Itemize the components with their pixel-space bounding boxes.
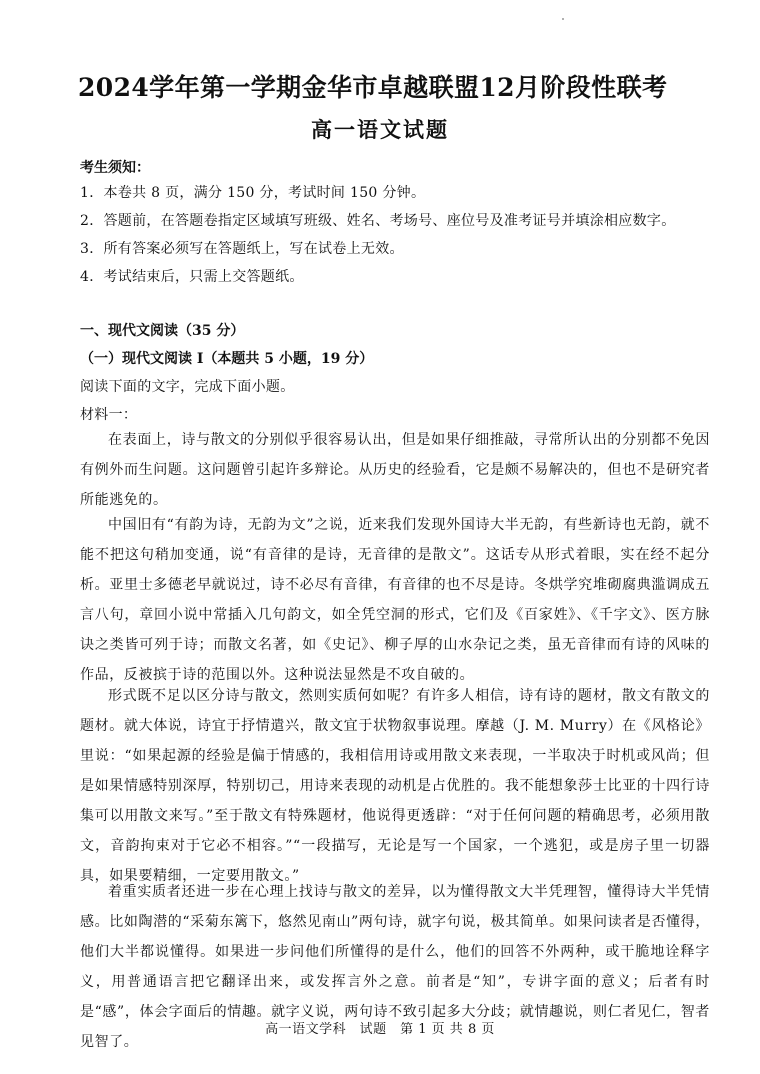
page-footer: 高一语文学科 试题 第 1 页 共 8 页 <box>265 1022 495 1037</box>
material-label: 材料一： <box>80 407 138 423</box>
scan-speck <box>562 18 564 20</box>
reading-instruction: 阅读下面的文字，完成下面小题。 <box>80 379 295 395</box>
paragraph: 在表面上，诗与散文的分别似乎很容易认出，但是如果仔细推敲，寻常所认出的分别都不免因有例外而生问题。这问题曾引起许多辩论。从历史的经验看，它是颇不易解决的，但也不是研究者所能逃免的。 <box>80 432 710 508</box>
paragraph: 中国旧有“有韵为诗，无韵为文”之说，近来我们发现外国诗大半无韵，有些新诗也无韵，就不能不把这句稍加变通，说“有音律的是诗，无音律的是散文”。这话专从形式着眼，实在经不起分析。亚里士多德老早就说过，诗不必尽有音律，有音律的也不尽是诗。冬烘学究堆砌腐典滥调成五言八句，章回小说中常插入几句韵文，如全凭空洞的形式，它们及《百家姓》、《千字文》、医方脉诀之类皆可列于诗；而散文名著，如《史记》、柳子厚的山水杂记之类，虽无音律而有诗的风味的作品，反被摈于诗的范围以外。这种说法显然是不攻自破的。 <box>80 517 710 683</box>
paragraph: 着重实质者还进一步在心理上找诗与散文的差异，以为懂得散文大半凭理智，懂得诗大半凭情感。比如陶潜的“采菊东篱下，悠然见南山”两句诗，就字句说，极其简单。如果问读者是否懂得，他们大半都说懂得。如果进一步问他们所懂得的是什么，他们的回答不外两种，或干脆地诠释字义，用普通语言把它翻译出来，或发挥言外之意。前者是“知”，专讲字面的意义；后者有时是“感”，体会字面后的情趣。就字义说，两句诗不致引起多大分歧；就情趣说，则仁者见仁，智者见智了。 <box>80 884 710 1050</box>
notice-item: 3．所有答案必须写在答题纸上，写在试卷上无效。 <box>80 241 404 257</box>
exam-title: 2024学年第一学期金华市卓越联盟12月阶段性联考 <box>78 73 668 102</box>
notice-item: 4．考试结束后，只需上交答题纸。 <box>80 269 304 285</box>
exam-subtitle: 高一语文试题 <box>311 117 449 142</box>
paragraph: 形式既不足以区分诗与散文，然则实质何如呢？有许多人相信，诗有诗的题材，散文有散文的题材。就大体说，诗宜于抒情遣兴，散文宜于状物叙事说理。摩越（J. M. Murry）在《风格论》里说：“如果起源的经验是偏于情感的，我相信用诗或用散文来表现，一半取决于时机或风尚；但是如果情感特别深厚，特别切己，用诗来表现的动机是占优胜的。我不能想象莎士比亚的十四行诗集可以用散文来写。”至于散文有特殊题材，他说得更透辟：“对于任何问题的精确思考，必须用散文，音韵拘束对于它必不相容。”“一段描写，无论是写一个国家，一个逃犯，或是房子里一切器具，如果要精细，一定要用散文。” <box>80 688 710 884</box>
section-heading: 一、现代文阅读（35 分） <box>80 323 245 339</box>
notice-item: 2．答题前，在答题卷指定区域填写班级、姓名、考场号、座位号及准考证号并填涂相应数字。 <box>80 213 676 229</box>
notice-heading: 考生须知： <box>80 160 150 176</box>
section-subheading: （一）现代文阅读 I（本题共 5 小题，19 分） <box>80 351 374 367</box>
notice-item: 1．本卷共 8 页，满分 150 分，考试时间 150 分钟。 <box>80 185 426 201</box>
